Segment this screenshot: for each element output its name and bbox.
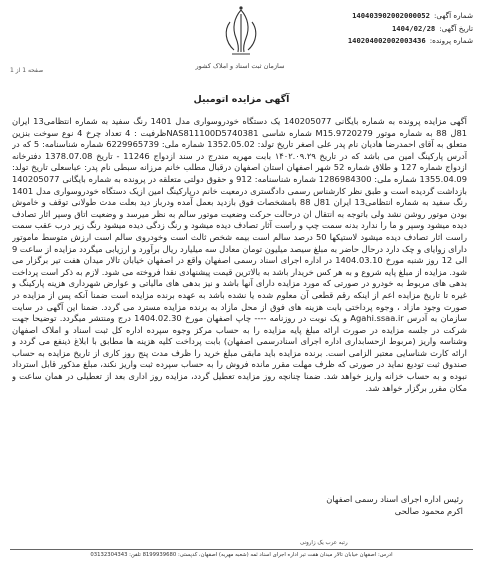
signature-title: رئیس اداره اجرای اسناد رسمی اصفهان (326, 494, 463, 504)
ad-date-row (303, 23, 473, 36)
case-number-value: 140204002002003436 (347, 36, 426, 45)
case-number-label: شماره پرونده: (429, 36, 473, 45)
page-number: صفحه 1 از 1 (10, 67, 44, 74)
signature-block (326, 493, 463, 517)
footer-divider (10, 549, 473, 550)
ad-number-value: 140403902002000052 (352, 11, 430, 20)
ad-date-value: 1404/02/28 (391, 23, 436, 33)
stamp-text: رتبه عرب یک زارونی (300, 540, 348, 546)
ad-metadata (303, 10, 473, 48)
ad-title: آگهی مزایده اتومبیل (193, 94, 290, 105)
ad-number-label: شماره آگهی: (433, 11, 473, 20)
iran-emblem-logo (208, 2, 274, 64)
ad-body-text: آگهی مزایده پرونده به شماره بایگانی 140205077 یک دستگاه خودروسواری مدل 1401 رنگ سفید به شماره انتظامی13 ایران 81ل 88 به شماره موتور M15.9720279 شماره شاسی NAS811100D5740381ظرفیت : 4 تعداد چرخ 4 نوع سوخت بنزین متعلق به آقای احمدرضا هادیان نام پدر علی اصغر تاریخ تولد: 1352.05.02 شماره ملی: 6229965739 شماره شناسنامه: 5 که در آدرس پارکینگ امین می باشد که در تاریخ ۱۴۰۲.۰۹.۲۹ بابت مهریه مندرج در سند ازدواج 11246 - تاریخ 1378.07.08 دفترخانه ازدواج شماره 127 و طلاق شماره 52 شهر اصفهان استان اصفهان درقبال مطلب خانم مرزانه سبطی نام پدر: عباسعلی تاریخ تولد: 1355.04.09 شماره ملی: 1286984300 شماره شناسنامه: 912 و حقوق دولتی متعلقه در پرونده به شماره بایگانی 140205077 بازداشت گردیده است و طبق نظر کارشناس رسمی دادگستری درمعیت خانم درپارکینگ امین ازیک دستگاه خودروسواری مدل 1401 رنگ سفید به شماره انتظامی13 ایران 81ل 88 بامشخصات فوق بازدید بعمل آمده ودرباز دید بعلت مدت طولانی توقف و خاموش بودن موتور روشن نشد ولی باتوجه به انتقال ان درحالت حرکت وضعیت موتور سالم به نظر میرسد و وضعیت اتاق وسپر اثار تصادف دیده میشود وسپر و ما را ندارد بدنه سمت چپ و راست آثار تصادف دیده میشود و رنگ زدگی دیده میشود رنگ زیر درب عقب سمت راست اثار تصادف دیده میشود لاستیکها 50 درصد سالم است بیمه شخص ثالث است وخودروی سالم است ارزش متوسط ماموتور دارای زوایای و چک دارد درحال حاضر به مبلغ سیصد میلیون تومان معادل سه میلیارد ریال برآورد و ارزیابی میگردد مزایده از ساعت 9 الی 12 روز شنبه مورخ 1404.03.10 در اداره اجرای اسناد رسمی اصفهان واقع در اصفهان خیابان تالار میدان هفت تیر برگزار می شود. مزایده از مبلغ پایه شروع و به هر کس خریدار باشد به بالاترین قیمت پیشنهادی نقدا فروخته می شود. لازم به ذکر است پرداخت بدهی های مربوط به خودرو در صورتی که مورد مزایده دارای آنها باشد و نیز بدهی های مالیاتی و عوارض شهرداری هزینه پارکینگ و غیره تا تاریخ مزایده اعم از اینکه رقم قطعی آن معلوم شده یا نشده باشد به عهده برنده مزایده است ضمنا آنکه پس از مزایده در صورت وجود مازاد ، وجوه پرداختی بابت هزینه های فوق از محل مازاد به برنده مزایده مسترد می گردد. ضمنا این آگهی در سایت سازمان به آدرس Agahi.ssaa.ir و یک نوبت در روزنامه ---- چاپ اصفهان مورخ 1404.02.30 درج ومنتشر میگردد. توضیحا جهت شرکت در جلسه مزایده در صورت ارائه مبلغ پایه مزایده را به حساب مرکز وجوه سپرده اداره کل ثبت اسناد و املاک اصفهان وشناسه واریز (مربوط ازحسابداری اداره اجرای اسنادرسمی اصفهان) بابت پرداخت کلیه هزینه ها مطابق با ابلاغ ذینفع می گردد و ارائه کارت شناسایی معتبر الزامی است. برنده مزایده باید مابقی مبلغ خرید را ظرف مدت پنج روز کاری از تاریخ مزایده به حساب صندوق ثبت تودیع نماید در صورتی که ظرف مهلت مقرر مانده فروش را به حساب سپرده ثبت واریز نکند، مبلغ مذکور قابل استرداد نبوده و به حساب خزانه واریز خواهد شد. ضمنا چنانچه روز مزایده تعطیل گردد، مزایده روز اداری بعد از تعطیلی در همان ساعت و مکان مقرر برگزار خواهد شد. (12, 116, 467, 393)
org-name: سازمان ثبت اسناد و املاک کشور (195, 62, 285, 70)
ad-date-label: تاریخ آگهی: (439, 23, 473, 33)
footer-address: آدرس: اصفهان خیابان تالار میدان هفت تیر اداره اجرای اسناد ثمه (شعبه مهریه) اصفهان، کدپستی: 8199939680 تلفن: 03132304343 (90, 552, 393, 558)
ad-number-row (303, 10, 473, 23)
signature-name: اکرم محمود صالحی (394, 506, 463, 516)
case-number-row (303, 35, 473, 48)
